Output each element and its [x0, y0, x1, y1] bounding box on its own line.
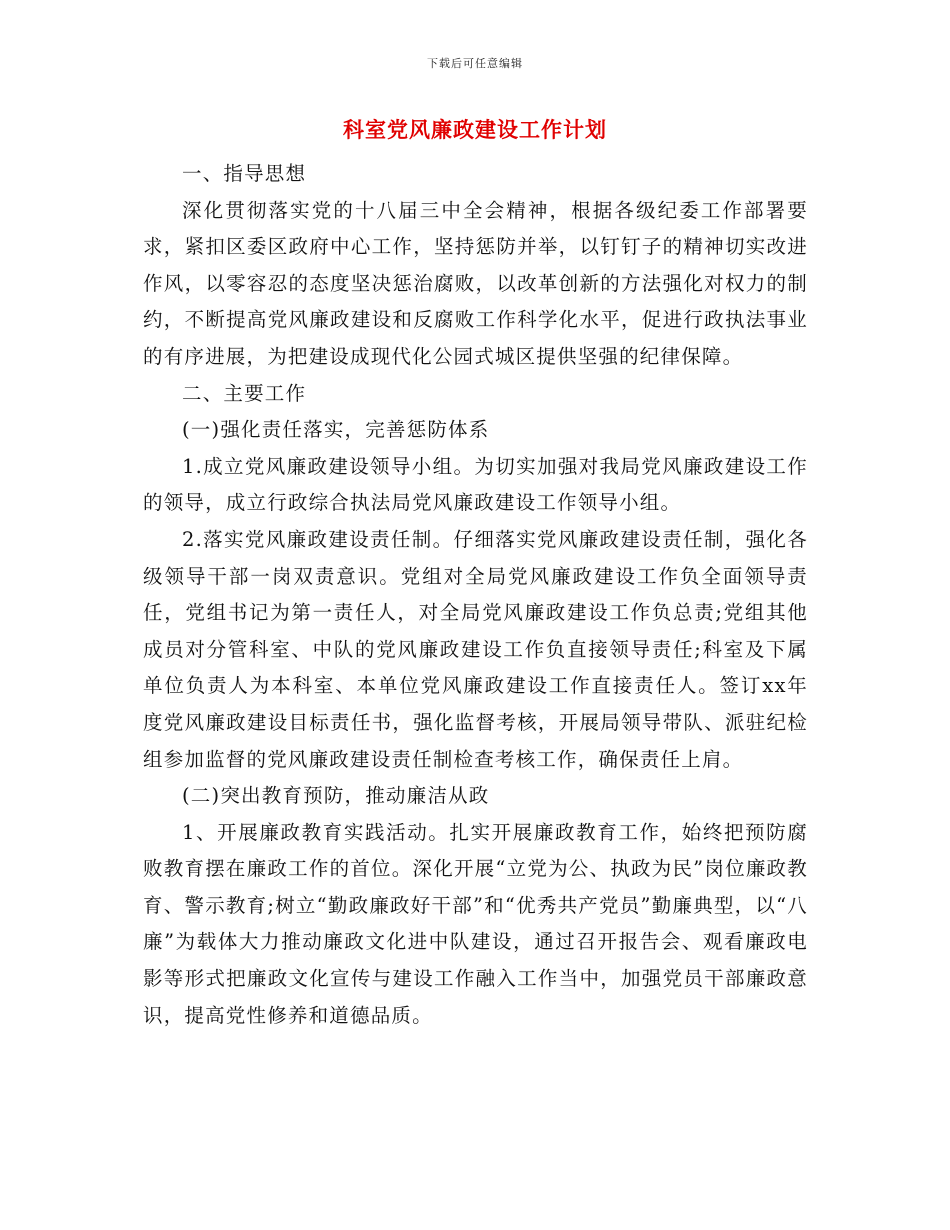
section-heading-main-work: 二、主要工作 [182, 381, 307, 405]
section-heading-guiding-thought: 一、指导思想 [182, 162, 307, 185]
header-note: 下载后可任意编辑 [427, 57, 523, 70]
document-title: 科室党风廉政建设工作计划 [343, 117, 607, 142]
document-body [143, 156, 808, 1034]
paragraph-guiding-thought: 深化贯彻落实党的十八届三中全会精神，根据各级纪委工作部署要求，紧扣区委区政府中心工作，坚持惩防并举，以钉钉子的精神切实改进作风，以零容忍的态度坚决惩治腐败，以改革创新的方法强化对权力的制约，不断提高党风廉政建设和反腐败工作科学化水平，促进行政执法事业的有序进展，为把建设成现代化公园式城区提供坚强的纪律保障。 [143, 198, 808, 368]
paragraph-responsibility-system: 2.落实党风廉政建设责任制。仔细落实党风廉政建设责任制，强化各级领导干部一岗双责意识。党组对全局党风廉政建设工作负全面领导责任，党组书记为第一责任人，对全局党风廉政建设工作负总责;党组其他成员对分管科室、中队的党风廉政建设工作负直接领导责任;科室及下属单位负责人为本科室、本单位党风廉政建设工作直接责任人。签订xx年度党风廉政建设目标责任书，强化监督考核，开展局领导带队、派驻纪检组参加监督的党风廉政建设责任制检查考核工作，确保责任上肩。 [143, 527, 808, 771]
subsection-heading-education: (二)突出教育预防，推动廉洁从政 [182, 784, 490, 808]
paragraph-education-activities: 1、开展廉政教育实践活动。扎实开展廉政教育工作，始终把预防腐败教育摆在廉政工作的首位。深化开展“立党为公、执政为民”岗位廉政教育、警示教育;树立“勤政廉政好干部”和“优秀共产党员”勤廉典型，以“八廉”为载体大力推动廉政文化进中队建设，通过召开报告会、观看廉政电影等形式把廉政文化宣传与建设工作融入工作当中，加强党员干部廉政意识，提高党性修养和道德品质。 [143, 820, 808, 1027]
paragraph-leading-group: 1.成立党风廉政建设领导小组。为切实加强对我局党风廉政建设工作的领导，成立行政综合执法局党风廉政建设工作领导小组。 [143, 454, 808, 515]
subsection-heading-responsibility: (一)强化责任落实，完善惩防体系 [182, 418, 490, 442]
